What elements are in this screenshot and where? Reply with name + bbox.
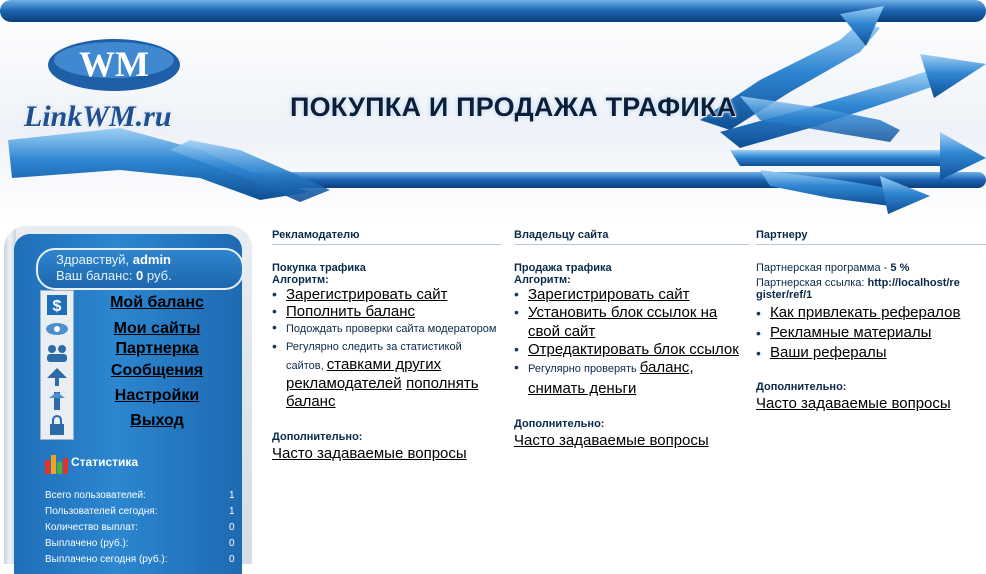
menu-messages[interactable]: Сообщения <box>110 362 204 379</box>
greeting-prefix: Здравствуй, <box>56 252 133 267</box>
partner-extra-label: Дополнительно: <box>756 381 847 393</box>
advertiser-steps <box>272 286 502 411</box>
logo-wm-text: WM <box>79 44 149 84</box>
stat-value: 0 <box>229 538 235 549</box>
svg-text:$: $ <box>52 298 62 315</box>
advertiser-algo-label: Алгоритм: <box>272 274 329 286</box>
list-item <box>272 337 502 411</box>
stats-title: Статистика <box>71 455 139 469</box>
lock-icon <box>45 414 69 436</box>
owner-column <box>514 229 750 449</box>
stat-label: Выплачено (руб.): <box>45 538 129 549</box>
owner-register-site-link[interactable]: Зарегистрировать сайт <box>528 286 690 303</box>
logo-text[interactable]: LinkWM.ru <box>24 100 172 133</box>
balance-suffix: руб. <box>143 268 172 283</box>
owner-section-title: Продажа трафика <box>514 262 612 274</box>
advertiser-faq-link[interactable]: Часто задаваемые вопросы <box>272 445 467 462</box>
menu-my-balance[interactable]: Мой баланс <box>110 294 204 311</box>
menu-logout[interactable]: Выход <box>130 412 184 429</box>
menu-settings[interactable]: Настройки <box>114 387 200 404</box>
balance-prefix: Ваш баланс: <box>56 268 137 283</box>
advertiser-heading: Рекламодателю <box>272 229 502 245</box>
partner-links <box>756 303 986 363</box>
stats-chart-icon <box>44 452 70 474</box>
advertiser-column <box>272 229 502 462</box>
stat-label: Всего пользователей: <box>45 490 146 501</box>
owner-steps <box>514 286 750 398</box>
attract-referrals-link[interactable]: Как привлекать рефералов <box>770 304 961 321</box>
stat-label: Пользователей сегодня: <box>45 506 158 517</box>
top-up-balance-link[interactable]: Пополнить баланс <box>286 303 415 320</box>
settings-icon <box>45 390 69 412</box>
advertiser-section-title: Покупка трафика <box>272 262 366 274</box>
partner-link-line <box>756 277 966 301</box>
owner-extra-label: Дополнительно: <box>514 418 605 430</box>
partner-program-line <box>756 262 986 274</box>
list-item <box>272 286 502 303</box>
partner-link-label: Партнерская ссылка: <box>756 277 868 289</box>
partners-icon <box>45 342 69 364</box>
list-item: • Регулярно проверять баланс, снимать деньги <box>514 358 750 398</box>
stat-label: Выплачено сегодня (руб.): <box>45 554 168 565</box>
list-item <box>756 323 986 343</box>
stat-value: 0 <box>229 522 235 533</box>
site-header <box>0 0 986 220</box>
stat-value: 1 <box>229 490 235 501</box>
owner-heading: Владельцу сайта <box>514 229 750 245</box>
balance-link[interactable]: баланс <box>639 359 690 376</box>
install-link-block-link[interactable]: Установить блок ссылок на свой сайт <box>528 304 718 340</box>
partner-program-value: 5 % <box>890 262 910 274</box>
list-item <box>756 343 986 363</box>
logo-globe-icon <box>46 38 182 92</box>
username: admin <box>132 252 172 267</box>
list-item <box>272 320 502 337</box>
menu-icons-column <box>40 290 74 440</box>
ad-materials-link[interactable]: Рекламные материалы <box>770 324 932 341</box>
messages-icon <box>45 366 69 388</box>
withdraw-link[interactable]: снимать деньги <box>528 380 637 397</box>
edit-link-block-link[interactable]: Отредактировать блок ссылок <box>528 341 739 358</box>
page-headline: ПОКУПКА И ПРОДАЖА ТРАФИКА <box>290 92 737 122</box>
your-referrals-link[interactable]: Ваши рефералы <box>770 344 887 361</box>
menu-partners[interactable]: Партнерка <box>115 340 199 357</box>
stat-label: Количество выплат: <box>45 522 138 533</box>
partner-link-value[interactable]: http://localhost/register/ref/1 <box>756 277 960 301</box>
greeting <box>56 252 171 267</box>
list-item <box>756 303 986 323</box>
list-item <box>514 303 750 341</box>
owner-faq-link[interactable]: Часто задаваемые вопросы <box>514 432 709 449</box>
list-item <box>272 303 502 320</box>
user-greeting-box <box>36 248 244 290</box>
owner-algo-label: Алгоритм: <box>514 274 571 286</box>
top-up-balance-link-2[interactable]: пополнять баланс <box>286 375 479 410</box>
sidebar <box>4 226 252 564</box>
watch-stats-text: Регулярно следить за статистикой сайтов, <box>286 341 462 372</box>
menu-my-sites[interactable]: Мои сайты <box>113 320 201 337</box>
partner-heading: Партнеру <box>756 229 986 245</box>
stat-value: 0 <box>229 554 235 565</box>
stat-value: 1 <box>229 506 235 517</box>
balance-value: 0 <box>136 268 144 283</box>
sites-icon <box>45 318 69 340</box>
balance-line <box>56 268 172 283</box>
partner-column <box>756 229 986 412</box>
list-item <box>514 286 750 303</box>
partner-program-label: Партнерская программа - <box>756 262 891 274</box>
partner-faq-link[interactable]: Часто задаваемые вопросы <box>756 395 951 412</box>
advertiser-extra-label: Дополнительно: <box>272 431 363 443</box>
dollar-icon <box>45 294 69 316</box>
other-bids-link[interactable]: ставками других рекламодателей <box>286 356 442 392</box>
check-balance-text: Регулярно проверять <box>528 363 640 375</box>
register-site-link[interactable]: Зарегистрировать сайт <box>286 286 448 303</box>
sidebar-panel <box>14 234 242 574</box>
list-item <box>514 341 750 358</box>
wait-moderation-text: Подождать проверки сайта модератором <box>286 323 497 335</box>
